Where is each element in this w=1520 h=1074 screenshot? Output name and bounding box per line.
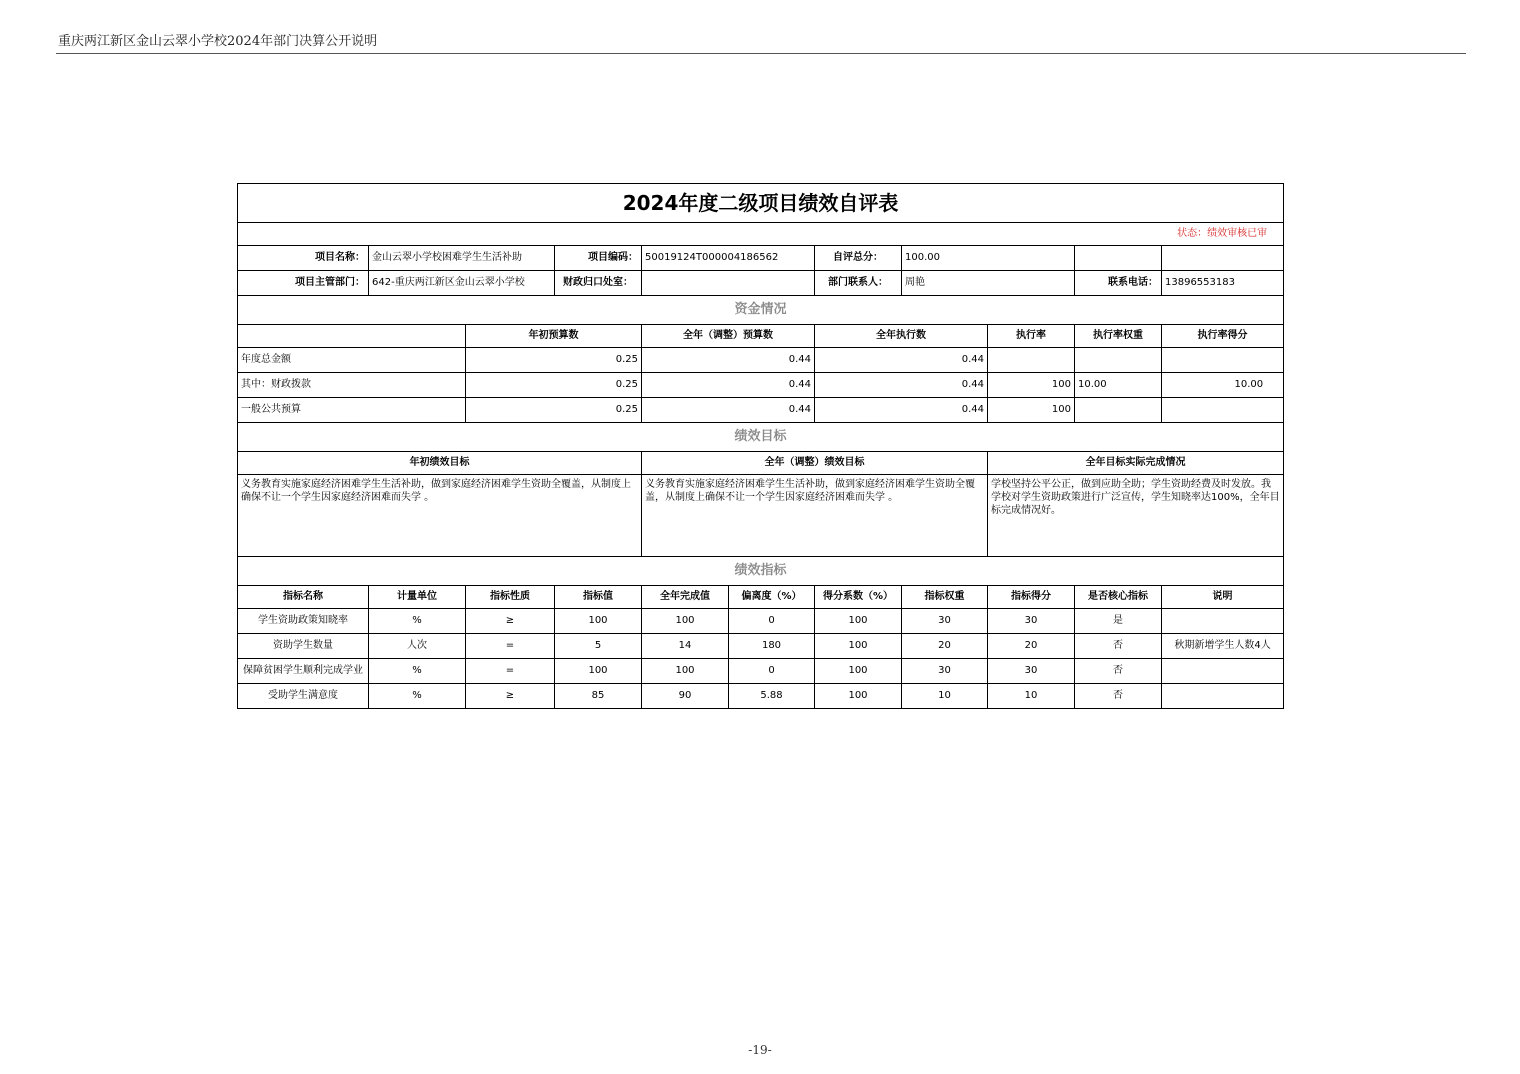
project-code-label: 项目编码：	[555, 246, 642, 271]
project-name-value: 金山云翠小学校困难学生生活补助	[369, 246, 555, 271]
indicator-actual: 100	[642, 659, 729, 684]
funds-row	[238, 398, 1284, 423]
indicator-unit: %	[369, 684, 466, 709]
funds-header-executed: 全年执行数	[815, 325, 988, 348]
funds-row-rate: 100	[988, 373, 1075, 398]
funds-row-weight	[1075, 398, 1162, 423]
indicator-nature: =	[466, 659, 555, 684]
self-score-label: 自评总分：	[815, 246, 902, 271]
info-row-2	[238, 271, 1284, 296]
goals-content-row	[238, 475, 1284, 557]
indicator-target: 100	[555, 609, 642, 634]
indicator-note: 秋期新增学生人数4人	[1162, 634, 1284, 659]
indicator-actual: 14	[642, 634, 729, 659]
empty-cell	[1162, 246, 1284, 271]
indicator-coef: 100	[815, 684, 902, 709]
indicator-nature: =	[466, 634, 555, 659]
indicator-note	[1162, 684, 1284, 709]
initial-goal-text: 义务教育实施家庭经济困难学生生活补助，做到家庭经济困难学生资助全覆盖，从制度上确保不让一个学生因家庭经济困难而失学 。	[238, 475, 642, 557]
adjusted-goal-text: 义务教育实施家庭经济困难学生生活补助，做到家庭经济困难学生资助全覆盖，从制度上确保不让一个学生因家庭经济困难而失学 。	[642, 475, 988, 557]
indicator-weight: 30	[902, 609, 988, 634]
ind-header-note: 说明	[1162, 586, 1284, 609]
goals-header-row	[238, 452, 1284, 475]
ind-header-score: 指标得分	[988, 586, 1075, 609]
funds-row-adjusted: 0.44	[642, 398, 815, 423]
indicator-note	[1162, 609, 1284, 634]
indicator-row	[238, 609, 1284, 634]
indicator-coef: 100	[815, 634, 902, 659]
indicator-name: 受助学生满意度	[238, 684, 369, 709]
indicator-deviation: 5.88	[729, 684, 815, 709]
indicator-target: 85	[555, 684, 642, 709]
funds-header-blank	[238, 325, 466, 348]
indicator-row	[238, 659, 1284, 684]
funds-row-initial: 0.25	[466, 348, 642, 373]
funds-header-score: 执行率得分	[1162, 325, 1284, 348]
phone-value: 13896553183	[1162, 271, 1284, 296]
indicator-core: 否	[1075, 634, 1162, 659]
page-number: -19-	[748, 1043, 772, 1057]
info-row-1	[238, 246, 1284, 271]
indicator-row	[238, 684, 1284, 709]
indicator-score: 30	[988, 659, 1075, 684]
funds-row-rate	[988, 348, 1075, 373]
funds-header-adjusted: 全年（调整）预算数	[642, 325, 815, 348]
performance-evaluation-table	[237, 183, 1284, 709]
funds-row-name: 年度总金额	[238, 348, 466, 373]
ind-header-target: 指标值	[555, 586, 642, 609]
finance-office-value	[642, 271, 815, 296]
ind-header-nature: 指标性质	[466, 586, 555, 609]
funds-row-adjusted: 0.44	[642, 373, 815, 398]
funds-header-row	[238, 325, 1284, 348]
phone-label: 联系电话：	[1075, 271, 1162, 296]
funds-header-rate: 执行率	[988, 325, 1075, 348]
funds-row-score	[1162, 398, 1284, 423]
indicator-deviation: 0	[729, 609, 815, 634]
project-code-value: 50019124T000004186562	[642, 246, 815, 271]
funds-row-initial: 0.25	[466, 398, 642, 423]
funds-row	[238, 373, 1284, 398]
indicator-coef: 100	[815, 659, 902, 684]
ind-header-coef: 得分系数（%）	[815, 586, 902, 609]
ind-header-name: 指标名称	[238, 586, 369, 609]
goals-header-initial: 年初绩效目标	[238, 452, 642, 475]
indicator-actual: 90	[642, 684, 729, 709]
funds-header-weight: 执行率权重	[1075, 325, 1162, 348]
funds-row-name: 一般公共预算	[238, 398, 466, 423]
header-divider	[56, 53, 1466, 54]
indicators-header-row	[238, 586, 1284, 609]
funds-row-initial: 0.25	[466, 373, 642, 398]
goals-section-title: 绩效目标	[238, 423, 1284, 452]
finance-office-label: 财政归口处室：	[555, 271, 642, 296]
status-badge: 状态：绩效审核已审	[238, 223, 1284, 246]
indicator-score: 20	[988, 634, 1075, 659]
goals-header-actual: 全年目标实际完成情况	[988, 452, 1284, 475]
page-header-title: 重庆两江新区金山云翠小学校2024年部门决算公开说明	[58, 34, 378, 49]
indicator-target: 5	[555, 634, 642, 659]
indicator-core: 否	[1075, 659, 1162, 684]
actual-completion-text: 学校坚持公平公正，做到应助全助；学生资助经费及时发放。我学校对学生资助政策进行广泛宣传，学生知晓率达100%，全年目标完成情况好。	[988, 475, 1284, 557]
indicator-name: 学生资助政策知晓率	[238, 609, 369, 634]
department-label: 项目主管部门：	[238, 271, 369, 296]
ind-header-deviation: 偏离度（%）	[729, 586, 815, 609]
indicators-section-title: 绩效指标	[238, 557, 1284, 586]
funds-row-executed: 0.44	[815, 373, 988, 398]
goals-header-adjusted: 全年（调整）绩效目标	[642, 452, 988, 475]
contact-value: 周艳	[902, 271, 1075, 296]
indicator-unit: 人次	[369, 634, 466, 659]
indicator-name: 保障贫困学生顺利完成学业	[238, 659, 369, 684]
ind-header-core: 是否核心指标	[1075, 586, 1162, 609]
indicator-deviation: 180	[729, 634, 815, 659]
indicator-weight: 10	[902, 684, 988, 709]
funds-row-score: 10.00	[1162, 373, 1284, 398]
indicator-weight: 30	[902, 659, 988, 684]
funds-row-executed: 0.44	[815, 348, 988, 373]
indicator-nature: ≥	[466, 609, 555, 634]
funds-header-initial: 年初预算数	[466, 325, 642, 348]
contact-label: 部门联系人：	[815, 271, 902, 296]
indicator-nature: ≥	[466, 684, 555, 709]
funds-row-executed: 0.44	[815, 398, 988, 423]
project-name-label: 项目名称：	[238, 246, 369, 271]
indicator-core: 否	[1075, 684, 1162, 709]
funds-row	[238, 348, 1284, 373]
ind-header-actual: 全年完成值	[642, 586, 729, 609]
funds-row-adjusted: 0.44	[642, 348, 815, 373]
ind-header-weight: 指标权重	[902, 586, 988, 609]
table-title: 2024年度二级项目绩效自评表	[238, 184, 1284, 223]
indicator-coef: 100	[815, 609, 902, 634]
funds-row-score	[1162, 348, 1284, 373]
self-score-value: 100.00	[902, 246, 1075, 271]
funds-section-title: 资金情况	[238, 296, 1284, 325]
funds-row-name: 其中：财政拨款	[238, 373, 466, 398]
indicator-core: 是	[1075, 609, 1162, 634]
indicator-weight: 20	[902, 634, 988, 659]
ind-header-unit: 计量单位	[369, 586, 466, 609]
indicator-deviation: 0	[729, 659, 815, 684]
indicator-target: 100	[555, 659, 642, 684]
indicator-unit: %	[369, 659, 466, 684]
indicator-actual: 100	[642, 609, 729, 634]
indicator-row	[238, 634, 1284, 659]
funds-row-weight: 10.00	[1075, 373, 1162, 398]
indicator-name: 资助学生数量	[238, 634, 369, 659]
empty-cell	[1075, 246, 1162, 271]
indicator-score: 30	[988, 609, 1075, 634]
indicator-note	[1162, 659, 1284, 684]
department-value: 642-重庆两江新区金山云翠小学校	[369, 271, 555, 296]
funds-row-rate: 100	[988, 398, 1075, 423]
indicator-unit: %	[369, 609, 466, 634]
indicator-score: 10	[988, 684, 1075, 709]
funds-row-weight	[1075, 348, 1162, 373]
